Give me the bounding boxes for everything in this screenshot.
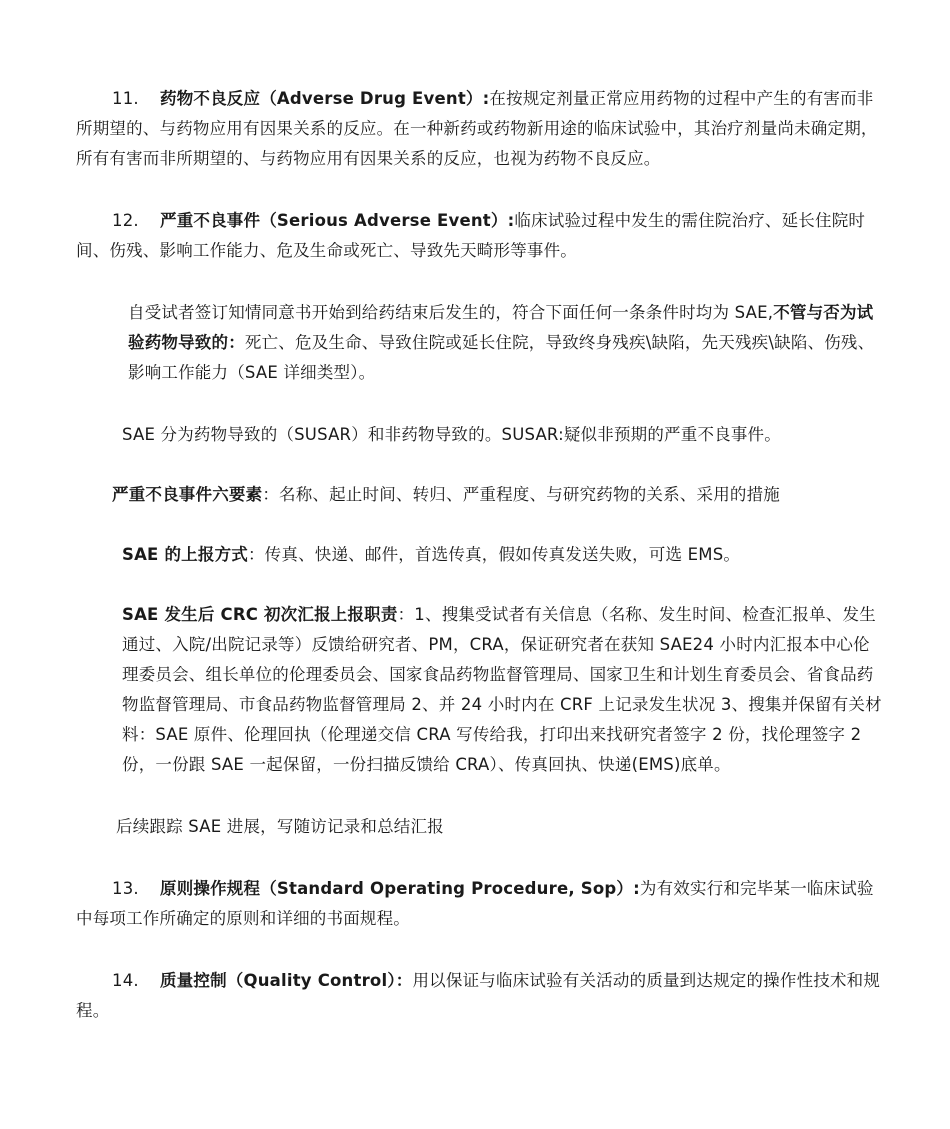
six-elements-label: 严重不良事件六要素 [112,485,263,504]
item-term: 药物不良反应（Adverse Drug Event）: [160,89,490,108]
item-number: 11. [112,89,139,108]
sae-definition [76,298,882,388]
report-method-label: SAE 的上报方式 [122,545,248,564]
item-term: 严重不良事件（Serious Adverse Event）: [160,211,515,230]
six-elements-text: ：名称、起止时间、转归、严重程度、与研究药物的关系、采用的措施 [262,485,781,504]
sae-definition-bold: 不管与否为试验药物导致的： [128,303,874,352]
report-method-text: ：传真、快递、邮件，首选传真，假如传真发送失败，可选 EMS。 [247,545,741,564]
item-body: 用以保证与临床试验有关活动的质量到达规定的操作性技术和规程。 [76,971,881,1020]
item-13 [76,874,882,934]
item-term: 质量控制（Quality Control）： [160,971,413,990]
crc-duty-label: SAE 发生后 CRC 初次汇报上报职责 [122,605,398,624]
sae-definition-prefix: 自受试者签订知情同意书开始到给药结束后发生的，符合下面任何一条条件时均为 SAE, [128,303,774,322]
sae-split-text: SAE 分为药物导致的（SUSAR）和非药物导致的。SUSAR:疑似非预期的严重不良事件。 [122,425,781,444]
item-number: 14. [112,971,139,990]
item-body: 为有效实行和完毕某一临床试验中每项工作所确定的原则和详细的书面规程。 [76,879,874,928]
crc-duty [76,600,882,780]
item-number: 12. [112,211,139,230]
sae-definition-suffix: 死亡、危及生命、导致住院或延长住院，导致终身残疾\缺陷，先天残疾\缺陷、伤残、影响工作能力（SAE 详细类型）。 [128,333,875,382]
sae-split [76,420,882,450]
item-14 [76,966,882,1026]
item-11 [76,84,882,174]
item-body: 临床试验过程中发生的需住院治疗、延长住院时间、伤残、影响工作能力、危及生命或死亡、导致先天畸形等事件。 [76,211,866,260]
item-body: 在按规定剂量正常应用药物的过程中产生的有害而非所期望的、与药物应用有因果关系的反应。在一种新药或药物新用途的临床试验中，其治疗剂量尚未确定期，所有有害而非所期望的、与药物应用有因果关系的反应，也视为药物不良反应。 [76,89,878,168]
six-elements [76,480,882,510]
item-term: 原则操作规程（Standard Operating Procedure, Sop）: [160,879,640,898]
item-number: 13. [112,879,139,898]
follow-up [76,812,882,842]
crc-duty-text: ：1、搜集受试者有关信息（名称、发生时间、检查汇报单、发生通过、入院/出院记录等）反馈给研究者、PM，CRA，保证研究者在获知 SAE24 小时内汇报本中心伦理委员会、组长单位的伦理委员会、国家食品药物监督管理局、国家卫生和计划生育委员会、省食品药物监督管理局、市食品药物监督管理局 2、并 24 小时内在 CRF 上记录发生状况 3、搜集并保留有关材料：SAE 原件、伦理回执（伦理递交信 CRA 写传给我，打印出来找研究者签字 2 份，找伦理签字 2 份，一份跟 SAE 一起保留，一份扫描反馈给 CRA）、传真回执、快递(EMS)底单。 [122,605,882,774]
follow-up-text: 后续跟踪 SAE 进展，写随访记录和总结汇报 [116,817,444,836]
report-method [76,540,882,570]
item-12 [76,206,882,266]
